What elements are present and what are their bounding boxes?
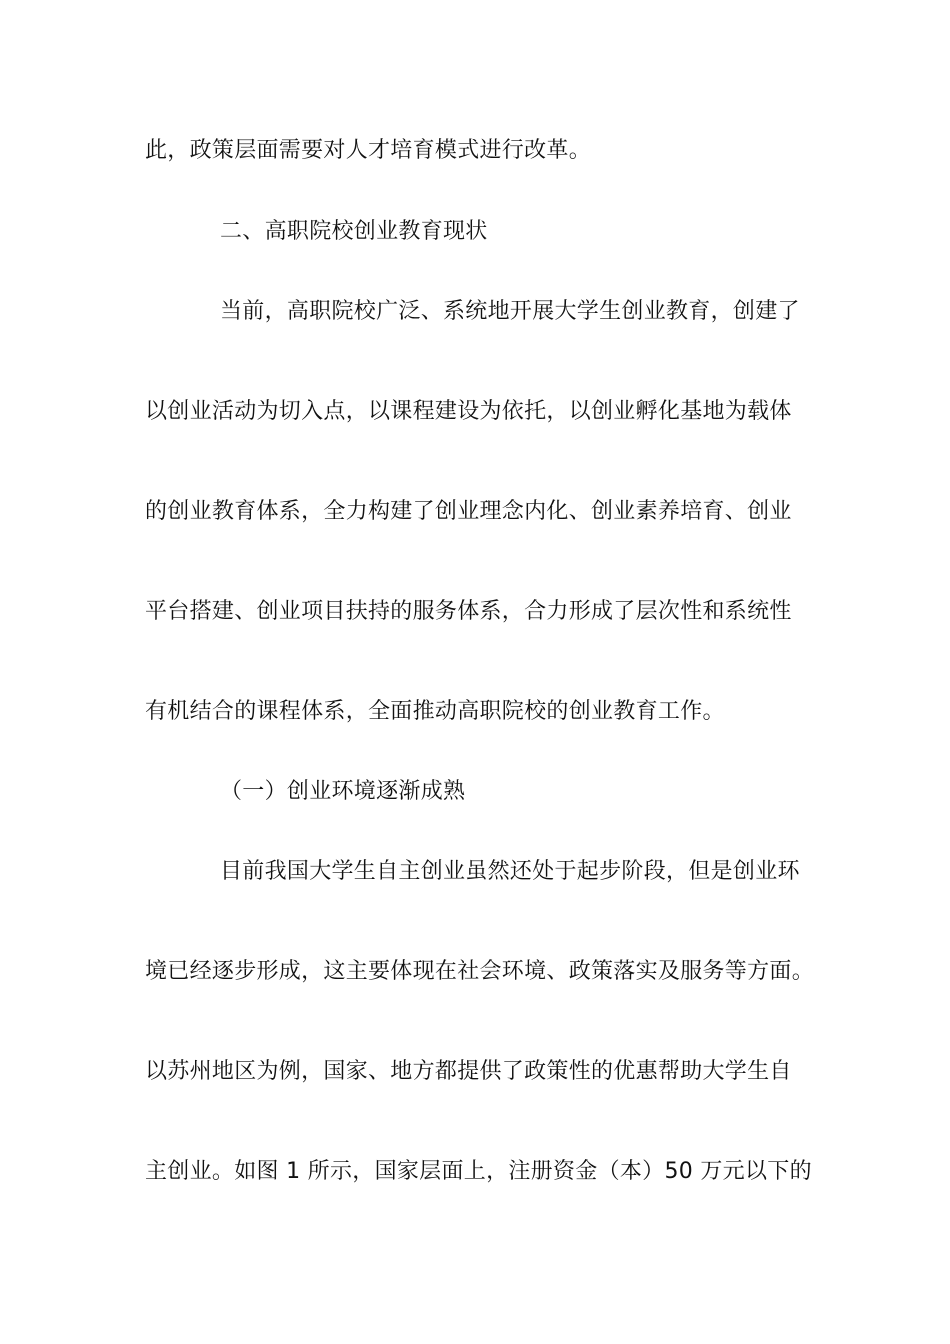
section-heading: 二、高职院校创业教育现状	[220, 219, 488, 244]
paragraph-line: 当前，高职院校广泛、系统地开展大学生创业教育，创建了	[220, 299, 800, 324]
paragraph-line: 境已经逐步形成，这主要体现在社会环境、政策落实及服务等方面。	[145, 959, 815, 984]
paragraph-line: 主创业。如图 1 所示，国家层面上，注册资金（本）50 万元以下的	[145, 1159, 812, 1184]
paragraph-line: 有机结合的课程体系，全面推动高职院校的创业教育工作。	[145, 699, 725, 724]
paragraph-line: 平台搭建、创业项目扶持的服务体系，合力形成了层次性和系统性	[145, 599, 792, 624]
paragraph-line: 的创业教育体系，全力构建了创业理念内化、创业素养培育、创业	[145, 499, 792, 524]
paragraph-line: 以创业活动为切入点，以课程建设为依托，以创业孵化基地为载体	[145, 399, 792, 424]
paragraph-line: 以苏州地区为例，国家、地方都提供了政策性的优惠帮助大学生自	[145, 1059, 792, 1084]
paragraph-line: 此，政策层面需要对人才培育模式进行改革。	[145, 138, 592, 163]
subsection-heading: （一）创业环境逐渐成熟	[220, 779, 466, 804]
paragraph-line: 目前我国大学生自主创业虽然还处于起步阶段，但是创业环	[220, 859, 800, 884]
